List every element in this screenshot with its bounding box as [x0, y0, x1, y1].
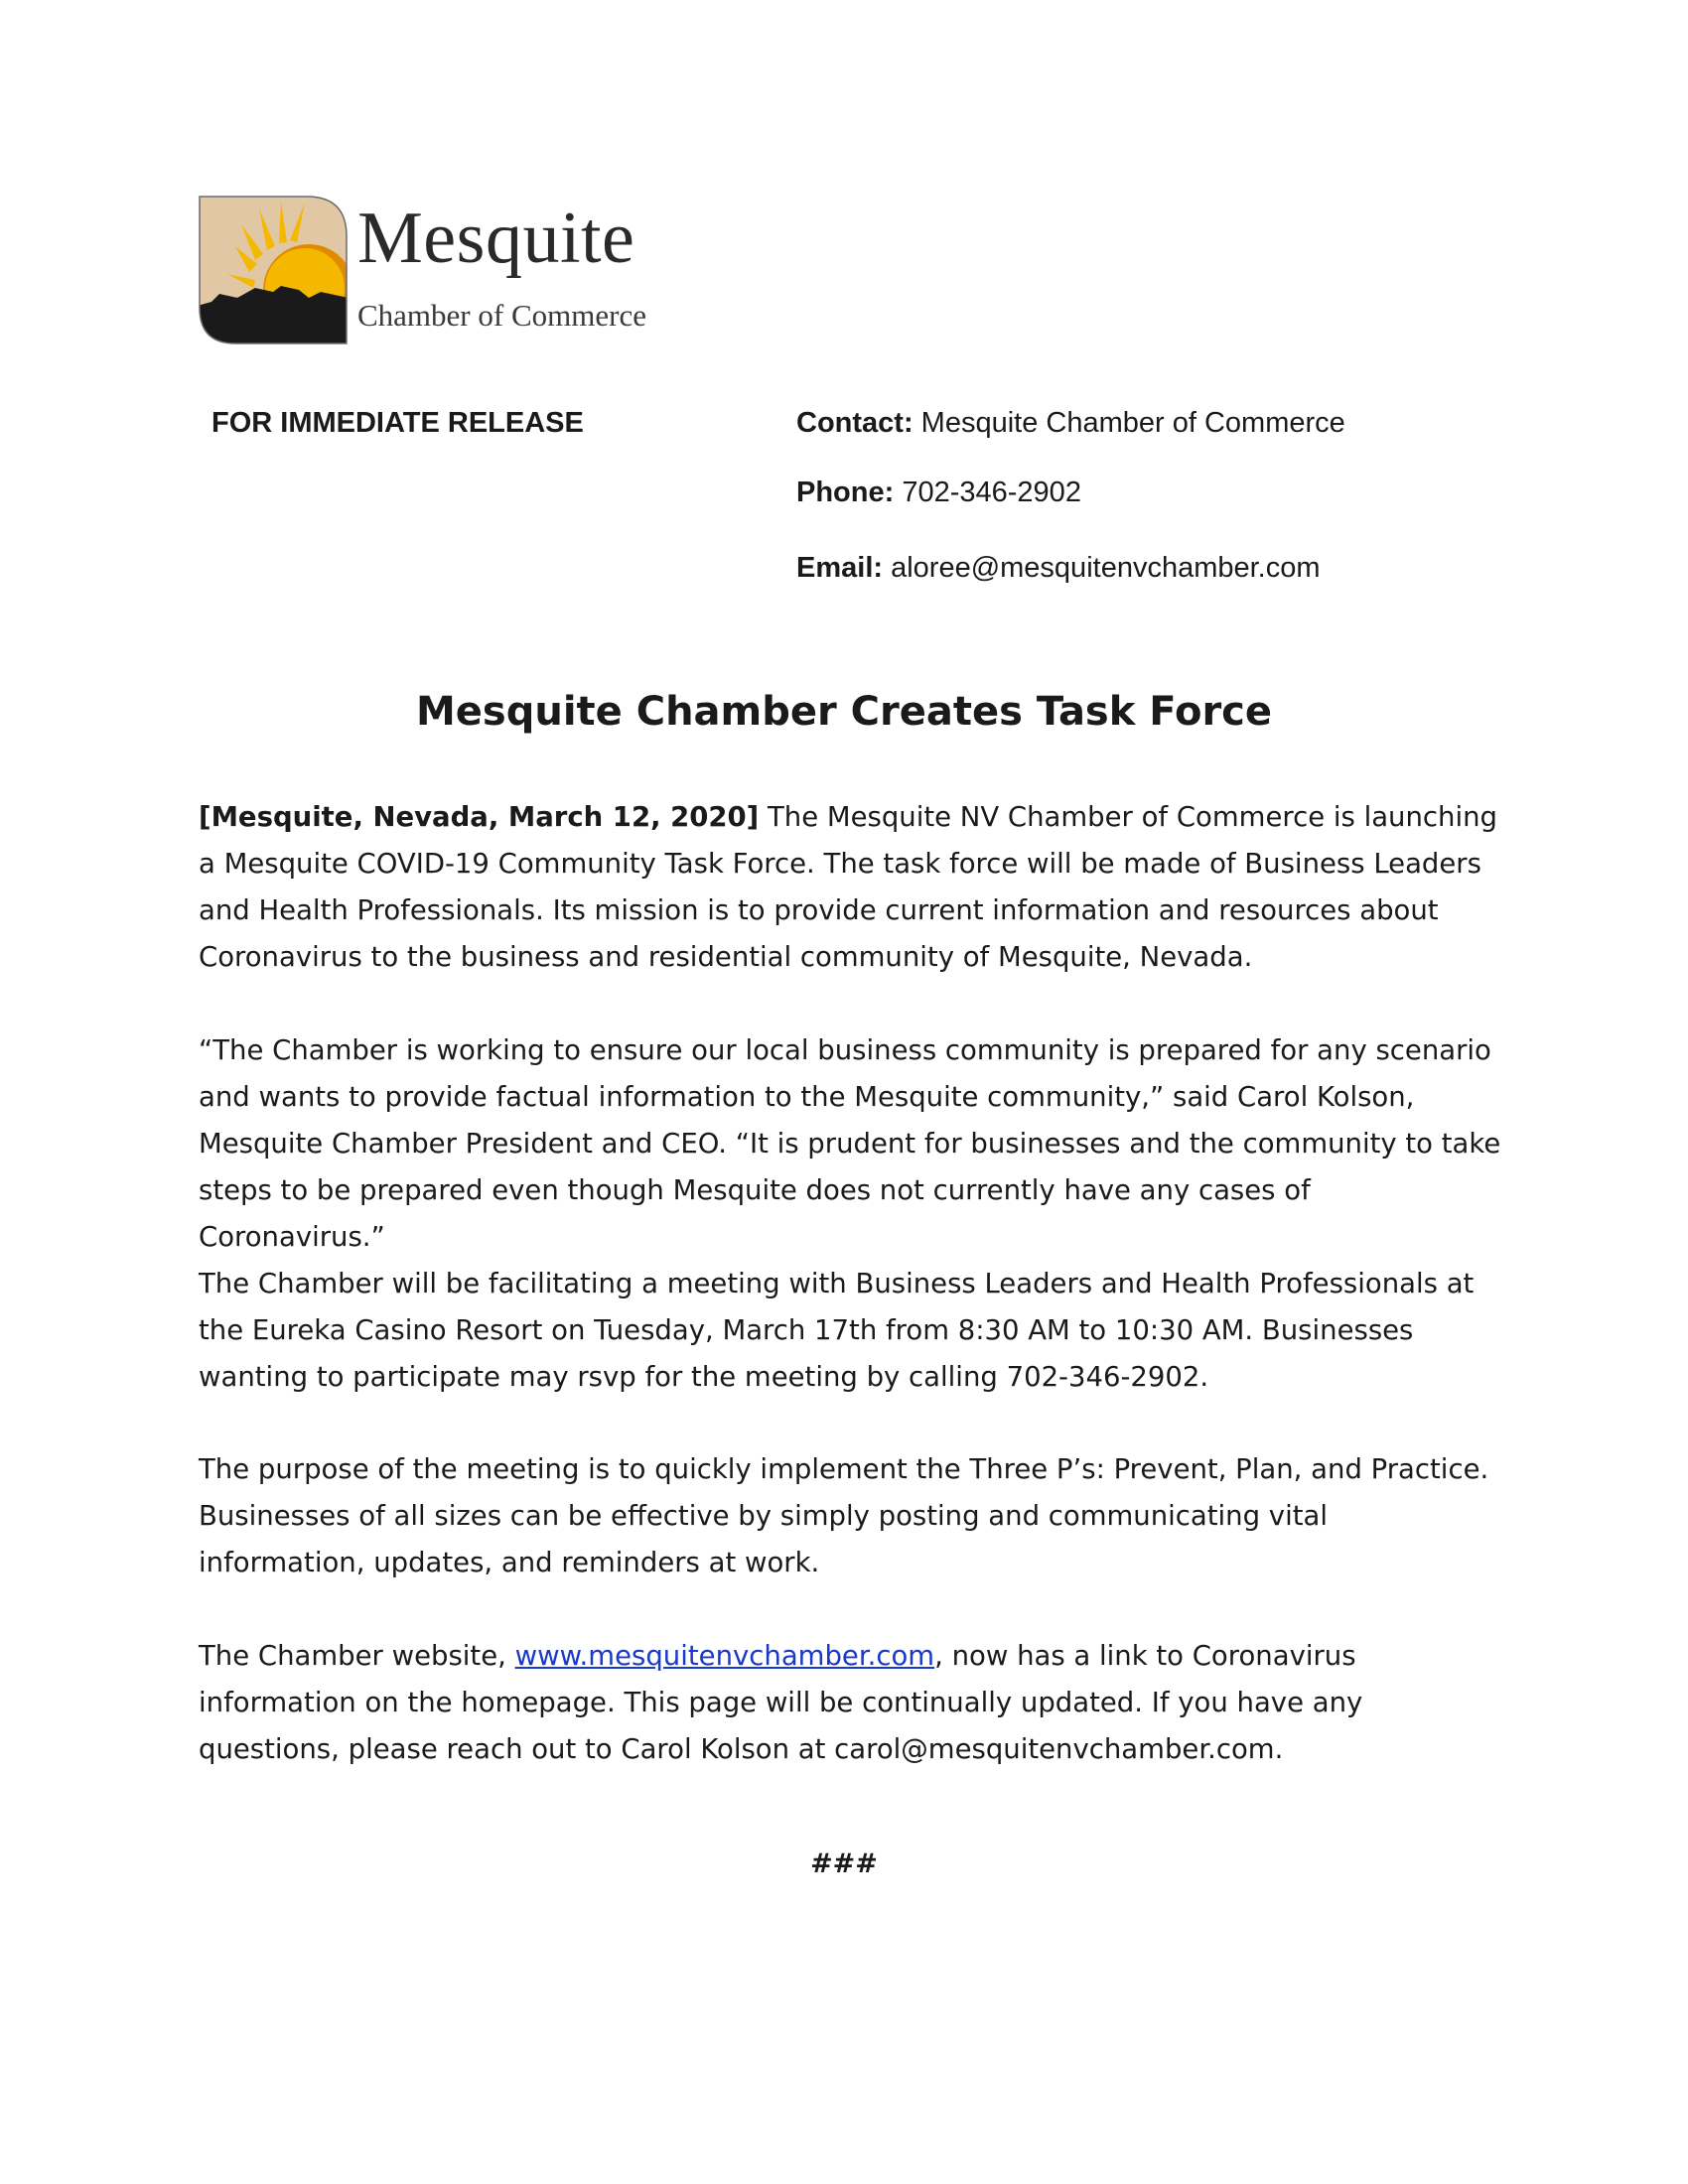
phone-value: 702-346-2902 [902, 477, 1081, 508]
paragraph-intro [199, 794, 1501, 981]
paragraph-purpose: The purpose of the meeting is to quickly implement the Three P’s: Prevent, Plan, and Practice. Businesses of all sizes can be effective by simply posting and communicating vital information, updates, and reminders at work. [199, 1453, 1489, 1578]
dateline: [Mesquite, Nevada, March 12, 2020] [199, 801, 760, 833]
logo-subtitle: Chamber of Commerce [357, 298, 646, 333]
end-mark: ### [810, 1848, 878, 1879]
release-notice: FOR IMMEDIATE RELEASE [211, 407, 584, 439]
paragraph-website [199, 1633, 1501, 1773]
sun-logo-icon [198, 195, 349, 345]
contact-value: Mesquite Chamber of Commerce [920, 407, 1345, 439]
phone-label: Phone: [796, 477, 895, 508]
intro-text: The Mesquite NV Chamber of Commerce is launching a Mesquite COVID-19 Community Task Force. The task force will be made of Business Leaders and Health Professionals. Its mission is to provide current information and resources about Coronavirus to the business and residential community of Mesquite, Nevada. [199, 801, 1497, 973]
email-value: aloree@mesquitenvchamber.com [891, 552, 1321, 584]
phone-line [796, 477, 1081, 509]
press-release-title: Mesquite Chamber Creates Task Force [415, 689, 1273, 735]
website-text-before: The Chamber website, [199, 1640, 515, 1672]
website-text-after: , now has a link to Coronavirus information on the homepage. This page will be continually updated. If you have any questions, please reach out to Carol Kolson at carol@mesquitenvchamber.com. [199, 1640, 1363, 1765]
chamber-logo [198, 195, 694, 345]
email-label: Email: [796, 552, 884, 584]
paragraph-meeting: The Chamber will be facilitating a meeting with Business Leaders and Health Professionals at the Eureka Casino Resort on Tuesday, March 17th from 8:30 AM to 10:30 AM. Businesses wanting to participate may rsvp for the meeting by calling 702-346-2902. [199, 1268, 1475, 1393]
logo-wordmark: Mesquite [357, 198, 635, 279]
email-line [796, 552, 1321, 585]
paragraph-quote: “The Chamber is working to ensure our local business community is prepared for any scenario and wants to provide factual information to the Mesquite community,” said Carol Kolson, Mesquite Chamber President and CEO. “It is prudent for businesses and the community to take steps to be prepared even though Mesquite does not currently have any cases of Coronavirus.” [199, 1034, 1501, 1253]
website-link[interactable]: www.mesquitenvchamber.com [514, 1640, 935, 1672]
contact-line [796, 407, 1345, 440]
contact-label: Contact: [796, 407, 914, 439]
